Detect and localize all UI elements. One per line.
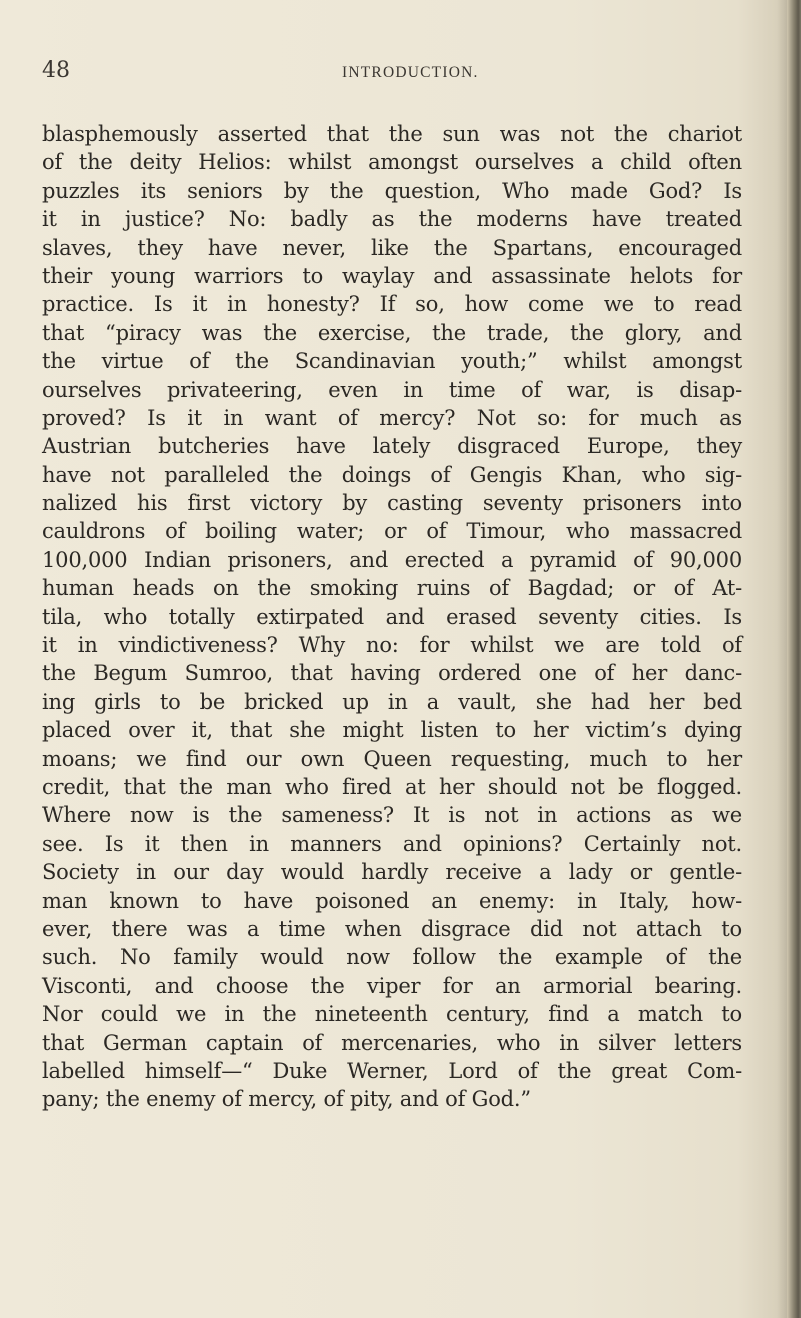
text-line: Society in our day would hardly receive a lady or gentle-	[42, 860, 742, 885]
text-line: slaves, they have never, like the Spartans, encouraged	[42, 235, 742, 260]
text-line: cauldrons of boiling water; or of Timour, who massacred	[42, 519, 742, 544]
text-line: 100,000 Indian prisoners, and erected a pyramid of 90,000	[42, 547, 742, 572]
text-line: puzzles its seniors by the question, Who made God? Is	[42, 178, 742, 203]
text-line: the Begum Sumroo, that having ordered one of her danc-	[42, 661, 742, 686]
text-line: Nor could we in the nineteenth century, find a match to	[42, 1002, 742, 1027]
text-line: nalized his first victory by casting seventy prisoners into	[42, 491, 742, 516]
text-line: see. Is it then in manners and opinions? Certainly not.	[42, 831, 742, 856]
running-head: INTRODUCTION.	[342, 64, 479, 81]
page-edge-shadow	[787, 0, 801, 1318]
text-line: the virtue of the Scandinavian youth;” whilst amongst	[42, 349, 742, 374]
text-line: Visconti, and choose the viper for an armorial bearing.	[42, 973, 742, 998]
text-line: moans; we find our own Queen requesting, much to her	[42, 746, 742, 771]
text-line: ourselves privateering, even in time of war, is disap-	[42, 377, 742, 402]
text-line: human heads on the smoking ruins of Bagdad; or of At-	[42, 576, 742, 601]
text-line: ever, there was a time when disgrace did not attach to	[42, 916, 742, 941]
text-line: labelled himself—“ Duke Werner, Lord of the great Com-	[42, 1058, 742, 1083]
text-line: that German captain of mercenaries, who in silver letters	[42, 1030, 742, 1055]
text-line: Where now is the sameness? It is not in actions as we	[42, 803, 742, 828]
text-line: it in justice? No: badly as the moderns have treated	[42, 207, 742, 232]
text-line: credit, that the man who fired at her should not be flogged.	[42, 774, 742, 799]
text-line: tila, who totally extirpated and erased seventy cities. Is	[42, 604, 742, 629]
text-line: Austrian butcheries have lately disgraced Europe, they	[42, 434, 742, 459]
text-line: have not paralleled the doings of Gengis Khan, who sig-	[42, 462, 742, 487]
text-line: practice. Is it in honesty? If so, how come we to read	[42, 292, 742, 317]
text-line: it in vindictiveness? Why no: for whilst we are told of	[42, 633, 742, 658]
text-line: such. No family would now follow the example of the	[42, 945, 742, 970]
text-line: their young warriors to waylay and assassinate helots for	[42, 263, 742, 288]
body-text	[42, 120, 742, 1114]
text-line: proved? Is it in want of mercy? Not so: for much as	[42, 405, 742, 430]
text-line: pany; the enemy of mercy, of pity, and of God.”	[42, 1087, 531, 1112]
text-line: man known to have poisoned an enemy: in Italy, how-	[42, 888, 742, 913]
page-number: 48	[42, 58, 70, 83]
text-line: that “piracy was the exercise, the trade, the glory, and	[42, 320, 742, 345]
text-line: ing girls to be bricked up in a vault, she had her bed	[42, 689, 742, 714]
text-line: of the deity Helios: whilst amongst ourselves a child often	[42, 150, 742, 175]
text-line: blasphemously asserted that the sun was not the chariot	[42, 122, 742, 146]
text-line: placed over it, that she might listen to her victim’s dying	[42, 718, 742, 743]
